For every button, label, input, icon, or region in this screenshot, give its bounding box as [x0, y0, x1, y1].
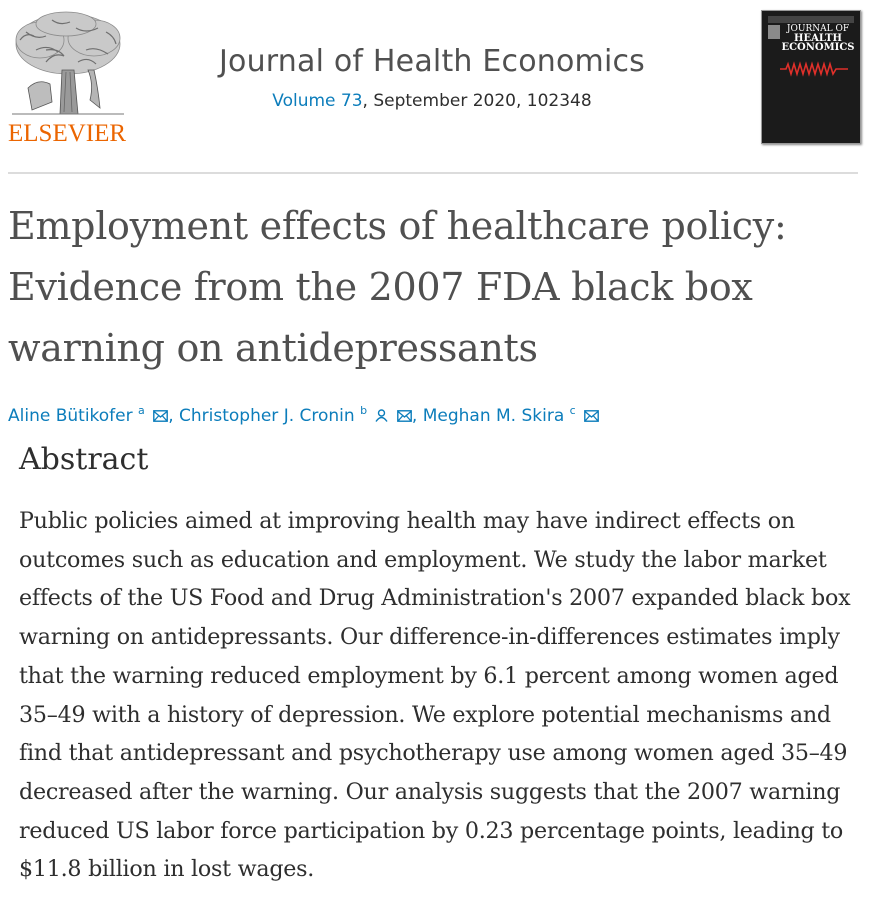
author-affiliation[interactable]: a	[138, 404, 145, 417]
cover-publisher-icon	[768, 25, 780, 39]
cover-waveform-icon	[780, 61, 848, 77]
author-separator: ,	[168, 406, 179, 426]
cover-line2: HEALTH	[794, 33, 842, 44]
author-name[interactable]: Meghan M. Skira	[422, 406, 565, 426]
corresponding-author-icon[interactable]	[375, 409, 388, 422]
author-name[interactable]: Aline Bütikofer	[8, 406, 133, 426]
email-icon[interactable]	[397, 410, 412, 422]
author-list	[8, 404, 868, 426]
volume-link[interactable]: Volume 73	[272, 91, 363, 111]
journal-header	[140, 44, 724, 111]
email-icon[interactable]	[153, 410, 168, 422]
header-divider	[8, 172, 858, 174]
tree-icon	[6, 10, 130, 122]
volume-line	[140, 91, 724, 111]
journal-cover-thumbnail[interactable]	[761, 10, 861, 144]
author-separator: ,	[411, 406, 423, 426]
cover-line3: ECONOMICS	[781, 42, 855, 53]
abstract-text: Public policies aimed at improving health may have indirect effects on outcomes such as education and employment. We study the labor market effects of the US Food and Drug Administration's 2007 expanded black box warning on antidepressants. Our difference-in-differences estimates imply that the warning reduced employment by 6.1 percent among women aged 35–49 with a history of depression. We explore potential mechanisms and find that antidepressant and psychotherapy use among women aged 35–49 decreased after the warning. Our analysis suggests that the 2007 warning reduced US labor force participation by 0.23 percentage points, leading to $11.8 billion in lost wages.	[19, 508, 851, 883]
cover-strip	[768, 16, 854, 23]
issue-info: , September 2020, 102348	[362, 91, 592, 111]
email-icon[interactable]	[584, 410, 599, 422]
author-affiliation[interactable]: b	[360, 404, 368, 417]
cover-title	[780, 25, 856, 52]
cover-line1: JOURNAL OF	[786, 24, 850, 34]
abstract-heading: Abstract	[19, 442, 149, 477]
journal-title[interactable]: Journal of Health Economics	[218, 44, 646, 79]
article-title: Employment effects of healthcare policy: Evidence from the 2007 FDA black box warning on antidepressants	[8, 204, 787, 370]
author-affiliation[interactable]: c	[569, 404, 576, 417]
author-name[interactable]: Christopher J. Cronin	[179, 406, 355, 426]
publisher-name: ELSEVIER	[8, 120, 127, 147]
